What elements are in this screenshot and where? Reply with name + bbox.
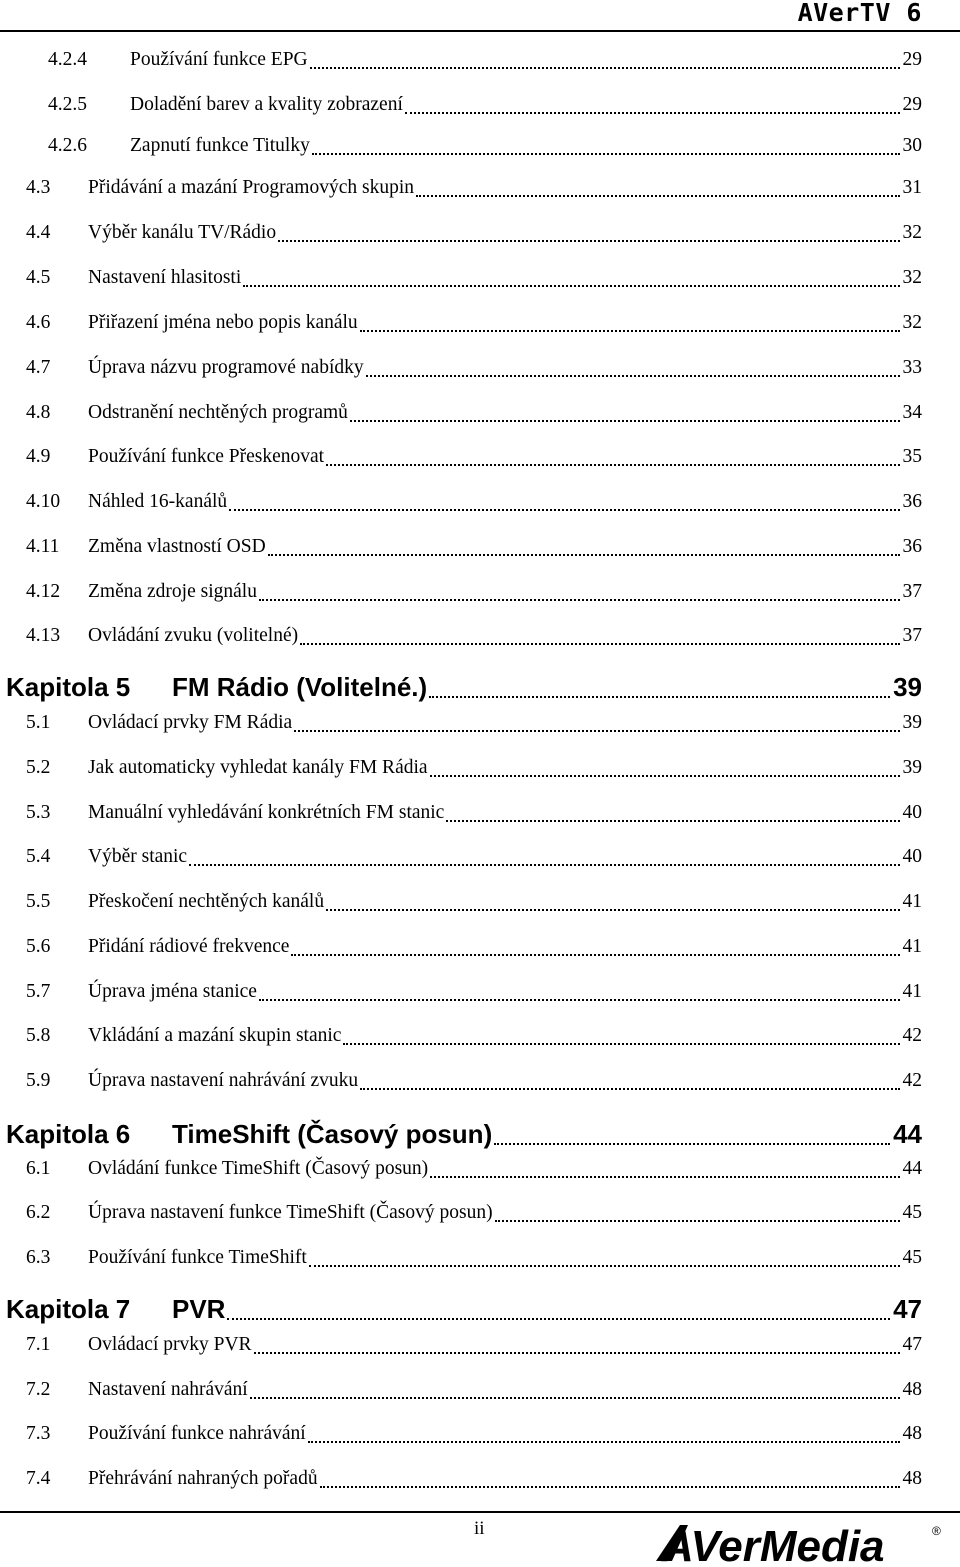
toc-dot-leader [494, 1143, 890, 1145]
toc-entry-number: 5.2 [26, 757, 51, 778]
toc-entry[interactable] [0, 1375, 960, 1405]
toc-entry-page: 37 [902, 625, 922, 646]
toc-entry-number: 5.6 [26, 936, 51, 957]
toc-entry-title: FM Rádio (Volitelné.) [172, 672, 428, 702]
toc-entry-number: 5.1 [26, 712, 51, 733]
toc-entry[interactable] [0, 263, 960, 293]
running-header-title: AVerTV 6 [797, 0, 922, 27]
toc-entry-number: 4.11 [26, 536, 60, 557]
toc-entry[interactable] [0, 977, 960, 1007]
toc-entry[interactable] [0, 1464, 960, 1494]
toc-entry-title: Výběr kanálu TV/Rádio [88, 222, 277, 243]
toc-entry-number: 7.1 [26, 1334, 51, 1355]
toc-entry-number: Kapitola 6 [6, 1119, 131, 1149]
toc-entry-title: Nastavení nahrávání [88, 1379, 248, 1400]
toc-chapter-entry[interactable] [0, 1292, 960, 1326]
toc-entry[interactable] [0, 487, 960, 517]
toc-entry-title: Používání funkce nahrávání [88, 1423, 306, 1444]
toc-dot-leader [360, 1088, 899, 1090]
toc-entry-number: Kapitola 5 [6, 672, 131, 702]
toc-entry-page: 48 [902, 1379, 922, 1400]
toc-entry-title: Úprava nastavení nahrávání zvuku [88, 1070, 359, 1091]
toc-dot-leader [294, 730, 899, 732]
toc-entry-title: Zapnutí funkce Titulky [130, 135, 310, 156]
toc-dot-leader [320, 1486, 900, 1488]
header-divider [0, 30, 960, 32]
toc-entry-title: Odstranění nechtěných programů [88, 402, 348, 423]
avermedia-logo [652, 1521, 944, 1565]
toc-entry-page: 39 [902, 757, 922, 778]
toc-entry-title: Nastavení hlasitosti [88, 267, 242, 288]
toc-entry-page: 41 [902, 891, 922, 912]
logo-registered-mark: ® [932, 1524, 941, 1538]
toc-entry-page: 39 [902, 712, 922, 733]
toc-entry-number: 4.2.5 [48, 94, 87, 115]
toc-entry[interactable] [0, 398, 960, 428]
toc-entry-number: 4.2.6 [48, 135, 87, 156]
toc-entry[interactable] [0, 90, 960, 120]
toc-entry-title: Výběr stanic [88, 846, 188, 867]
toc-dot-leader [259, 999, 900, 1001]
logo-text: AVerMedia [662, 1522, 885, 1565]
toc-dot-leader [227, 1318, 890, 1320]
toc-entry-page: 40 [902, 846, 922, 867]
toc-dot-leader [300, 643, 899, 645]
toc-entry-page: 45 [902, 1202, 922, 1223]
toc-dot-leader [189, 864, 899, 866]
toc-entry-page: 42 [902, 1025, 922, 1046]
toc-entry-number: 5.8 [26, 1025, 51, 1046]
toc-entry-page: 36 [902, 536, 922, 557]
footer-page-number: ii [474, 1518, 485, 1539]
toc-dot-leader [360, 330, 900, 332]
toc-entry-title: Úprava názvu programové nabídky [88, 357, 364, 378]
toc-entry-title: Změna zdroje signálu [88, 581, 257, 602]
toc-entry-title: Ovládací prvky FM Rádia [88, 712, 293, 733]
toc-entry-title: Jak automaticky vyhledat kanály FM Rádia [88, 757, 428, 778]
toc-entry[interactable] [0, 621, 960, 651]
toc-dot-leader [429, 696, 890, 698]
toc-entry-page: 39 [893, 672, 922, 702]
toc-entry-number: 5.4 [26, 846, 51, 867]
toc-entry-number: 4.8 [26, 402, 51, 423]
toc-entry-number: 4.5 [26, 267, 51, 288]
toc-entry-number: 4.12 [26, 581, 61, 602]
toc-dot-leader [430, 775, 900, 777]
toc-entry-page: 36 [902, 491, 922, 512]
toc-entry-number: 4.3 [26, 177, 51, 198]
toc-entry-page: 48 [902, 1423, 922, 1444]
toc-entry-page: 42 [902, 1070, 922, 1091]
toc-entry-number: 4.9 [26, 446, 51, 467]
toc-entry-page: 44 [902, 1158, 922, 1179]
toc-entry-page: 47 [902, 1334, 922, 1355]
toc-entry-number: 6.3 [26, 1247, 51, 1268]
toc-entry[interactable] [0, 1330, 960, 1360]
toc-entry-page: 41 [902, 936, 922, 957]
toc-entry[interactable] [0, 842, 960, 872]
toc-entry-page: 34 [902, 402, 922, 423]
toc-entry[interactable] [0, 932, 960, 962]
toc-dot-leader [446, 820, 899, 822]
toc-dot-leader [312, 153, 900, 155]
toc-entry-number: 4.2.4 [48, 49, 87, 70]
toc-entry-title: Přidání rádiové frekvence [88, 936, 290, 957]
toc-dot-leader [350, 420, 900, 422]
toc-entry-page: 32 [902, 312, 922, 333]
toc-entry-page: 37 [902, 581, 922, 602]
toc-entry-page: 31 [902, 177, 922, 198]
toc-entry[interactable] [0, 532, 960, 562]
toc-entry-page: 47 [893, 1294, 922, 1324]
toc-entry-title: Úprava jména stanice [88, 981, 257, 1002]
toc-dot-leader [430, 1176, 899, 1178]
toc-dot-leader [250, 1397, 900, 1399]
toc-chapter-entry[interactable] [0, 670, 960, 704]
toc-dot-leader [243, 285, 899, 287]
toc-entry-title: Přeskočení nechtěných kanálů [88, 891, 325, 912]
toc-entry-number: 5.7 [26, 981, 51, 1002]
toc-entry-page: 45 [902, 1247, 922, 1268]
toc-entry[interactable] [0, 1198, 960, 1228]
toc-dot-leader [309, 1265, 900, 1267]
toc-entry[interactable] [0, 887, 960, 917]
toc-entry-page: 30 [902, 135, 922, 156]
toc-entry[interactable] [0, 353, 960, 383]
toc-entry-title: Ovládání funkce TimeShift (Časový posun) [88, 1158, 429, 1179]
toc-entry[interactable] [0, 1243, 960, 1273]
toc-entry-page: 32 [902, 267, 922, 288]
toc-entry-number: 7.4 [26, 1468, 51, 1489]
toc-entry-number: 4.10 [26, 491, 61, 512]
toc-dot-leader [326, 909, 899, 911]
toc-entry-title: Používání funkce TimeShift [88, 1247, 307, 1268]
toc-entry-page: 44 [893, 1119, 922, 1149]
toc-entry[interactable] [0, 45, 960, 75]
toc-entry-title: Vkládání a mazání skupin stanic [88, 1025, 342, 1046]
toc-dot-leader [268, 554, 900, 556]
toc-entry-title: Přiřazení jména nebo popis kanálu [88, 312, 358, 333]
toc-entry-page: 48 [902, 1468, 922, 1489]
toc-entry[interactable] [0, 1066, 960, 1096]
toc-entry-title: Ovládání zvuku (volitelné) [88, 625, 299, 646]
toc-entry-page: 29 [902, 49, 922, 70]
toc-entry-number: 5.3 [26, 802, 51, 823]
toc-entry[interactable] [0, 131, 960, 161]
toc-dot-leader [326, 464, 899, 466]
toc-dot-leader [495, 1220, 900, 1222]
toc-entry-page: 40 [902, 802, 922, 823]
toc-dot-leader [405, 112, 900, 114]
toc-entry[interactable] [0, 1021, 960, 1051]
toc-entry-title: Používání funkce EPG [130, 49, 308, 70]
toc-dot-leader [254, 1352, 900, 1354]
toc-dot-leader [291, 954, 899, 956]
toc-entry-title: Náhled 16-kanálů [88, 491, 228, 512]
toc-entry[interactable] [0, 798, 960, 828]
toc-entry[interactable] [0, 577, 960, 607]
toc-entry-page: 29 [902, 94, 922, 115]
toc-entry[interactable] [0, 1419, 960, 1449]
toc-entry-title: TimeShift (Časový posun) [172, 1119, 493, 1149]
toc-entry-page: 41 [902, 981, 922, 1002]
toc-entry-title: Používání funkce Přeskenovat [88, 446, 325, 467]
toc-entry-number: 5.9 [26, 1070, 51, 1091]
toc-entry[interactable] [0, 218, 960, 248]
toc-entry-number: 4.6 [26, 312, 51, 333]
toc-entry[interactable] [0, 753, 960, 783]
toc-entry-title: Přidávání a mazání Programových skupin [88, 177, 415, 198]
toc-entry[interactable] [0, 708, 960, 738]
toc-entry-number: 7.3 [26, 1423, 51, 1444]
toc-entry-title: PVR [172, 1294, 226, 1324]
toc-entry[interactable] [0, 173, 960, 203]
toc-entry-number: 6.2 [26, 1202, 51, 1223]
toc-entry-title: Manuální vyhledávání konkrétních FM stanic [88, 802, 445, 823]
toc-dot-leader [278, 240, 899, 242]
toc-dot-leader [310, 67, 900, 69]
footer-divider [0, 1511, 960, 1513]
toc-entry-title: Úprava nastavení funkce TimeShift (Časový posun) [88, 1202, 493, 1223]
toc-entry-number: Kapitola 7 [6, 1294, 131, 1324]
toc-entry-title: Doladění barev a kvality zobrazení [130, 94, 403, 115]
toc-entry-number: 4.7 [26, 357, 51, 378]
toc-dot-leader [229, 509, 899, 511]
toc-entry[interactable] [0, 442, 960, 472]
toc-entry-number: 4.4 [26, 222, 51, 243]
toc-entry[interactable] [0, 308, 960, 338]
toc-dot-leader [308, 1441, 900, 1443]
toc-entry[interactable] [0, 1154, 960, 1184]
toc-entry-title: Ovládací prvky PVR [88, 1334, 252, 1355]
toc-entry-number: 6.1 [26, 1158, 51, 1179]
toc-entry-page: 33 [902, 357, 922, 378]
toc-dot-leader [259, 599, 900, 601]
toc-entry-title: Změna vlastností OSD [88, 536, 266, 557]
toc-dot-leader [343, 1043, 899, 1045]
toc-entry-number: 7.2 [26, 1379, 51, 1400]
toc-dot-leader [366, 375, 900, 377]
toc-entry-number: 4.13 [26, 625, 61, 646]
toc-entry-number: 5.5 [26, 891, 51, 912]
toc-dot-leader [416, 195, 899, 197]
toc-entry-page: 32 [902, 222, 922, 243]
toc-entry-page: 35 [902, 446, 922, 467]
toc-chapter-entry[interactable] [0, 1117, 960, 1151]
toc-entry-title: Přehrávání nahraných pořadů [88, 1468, 318, 1489]
